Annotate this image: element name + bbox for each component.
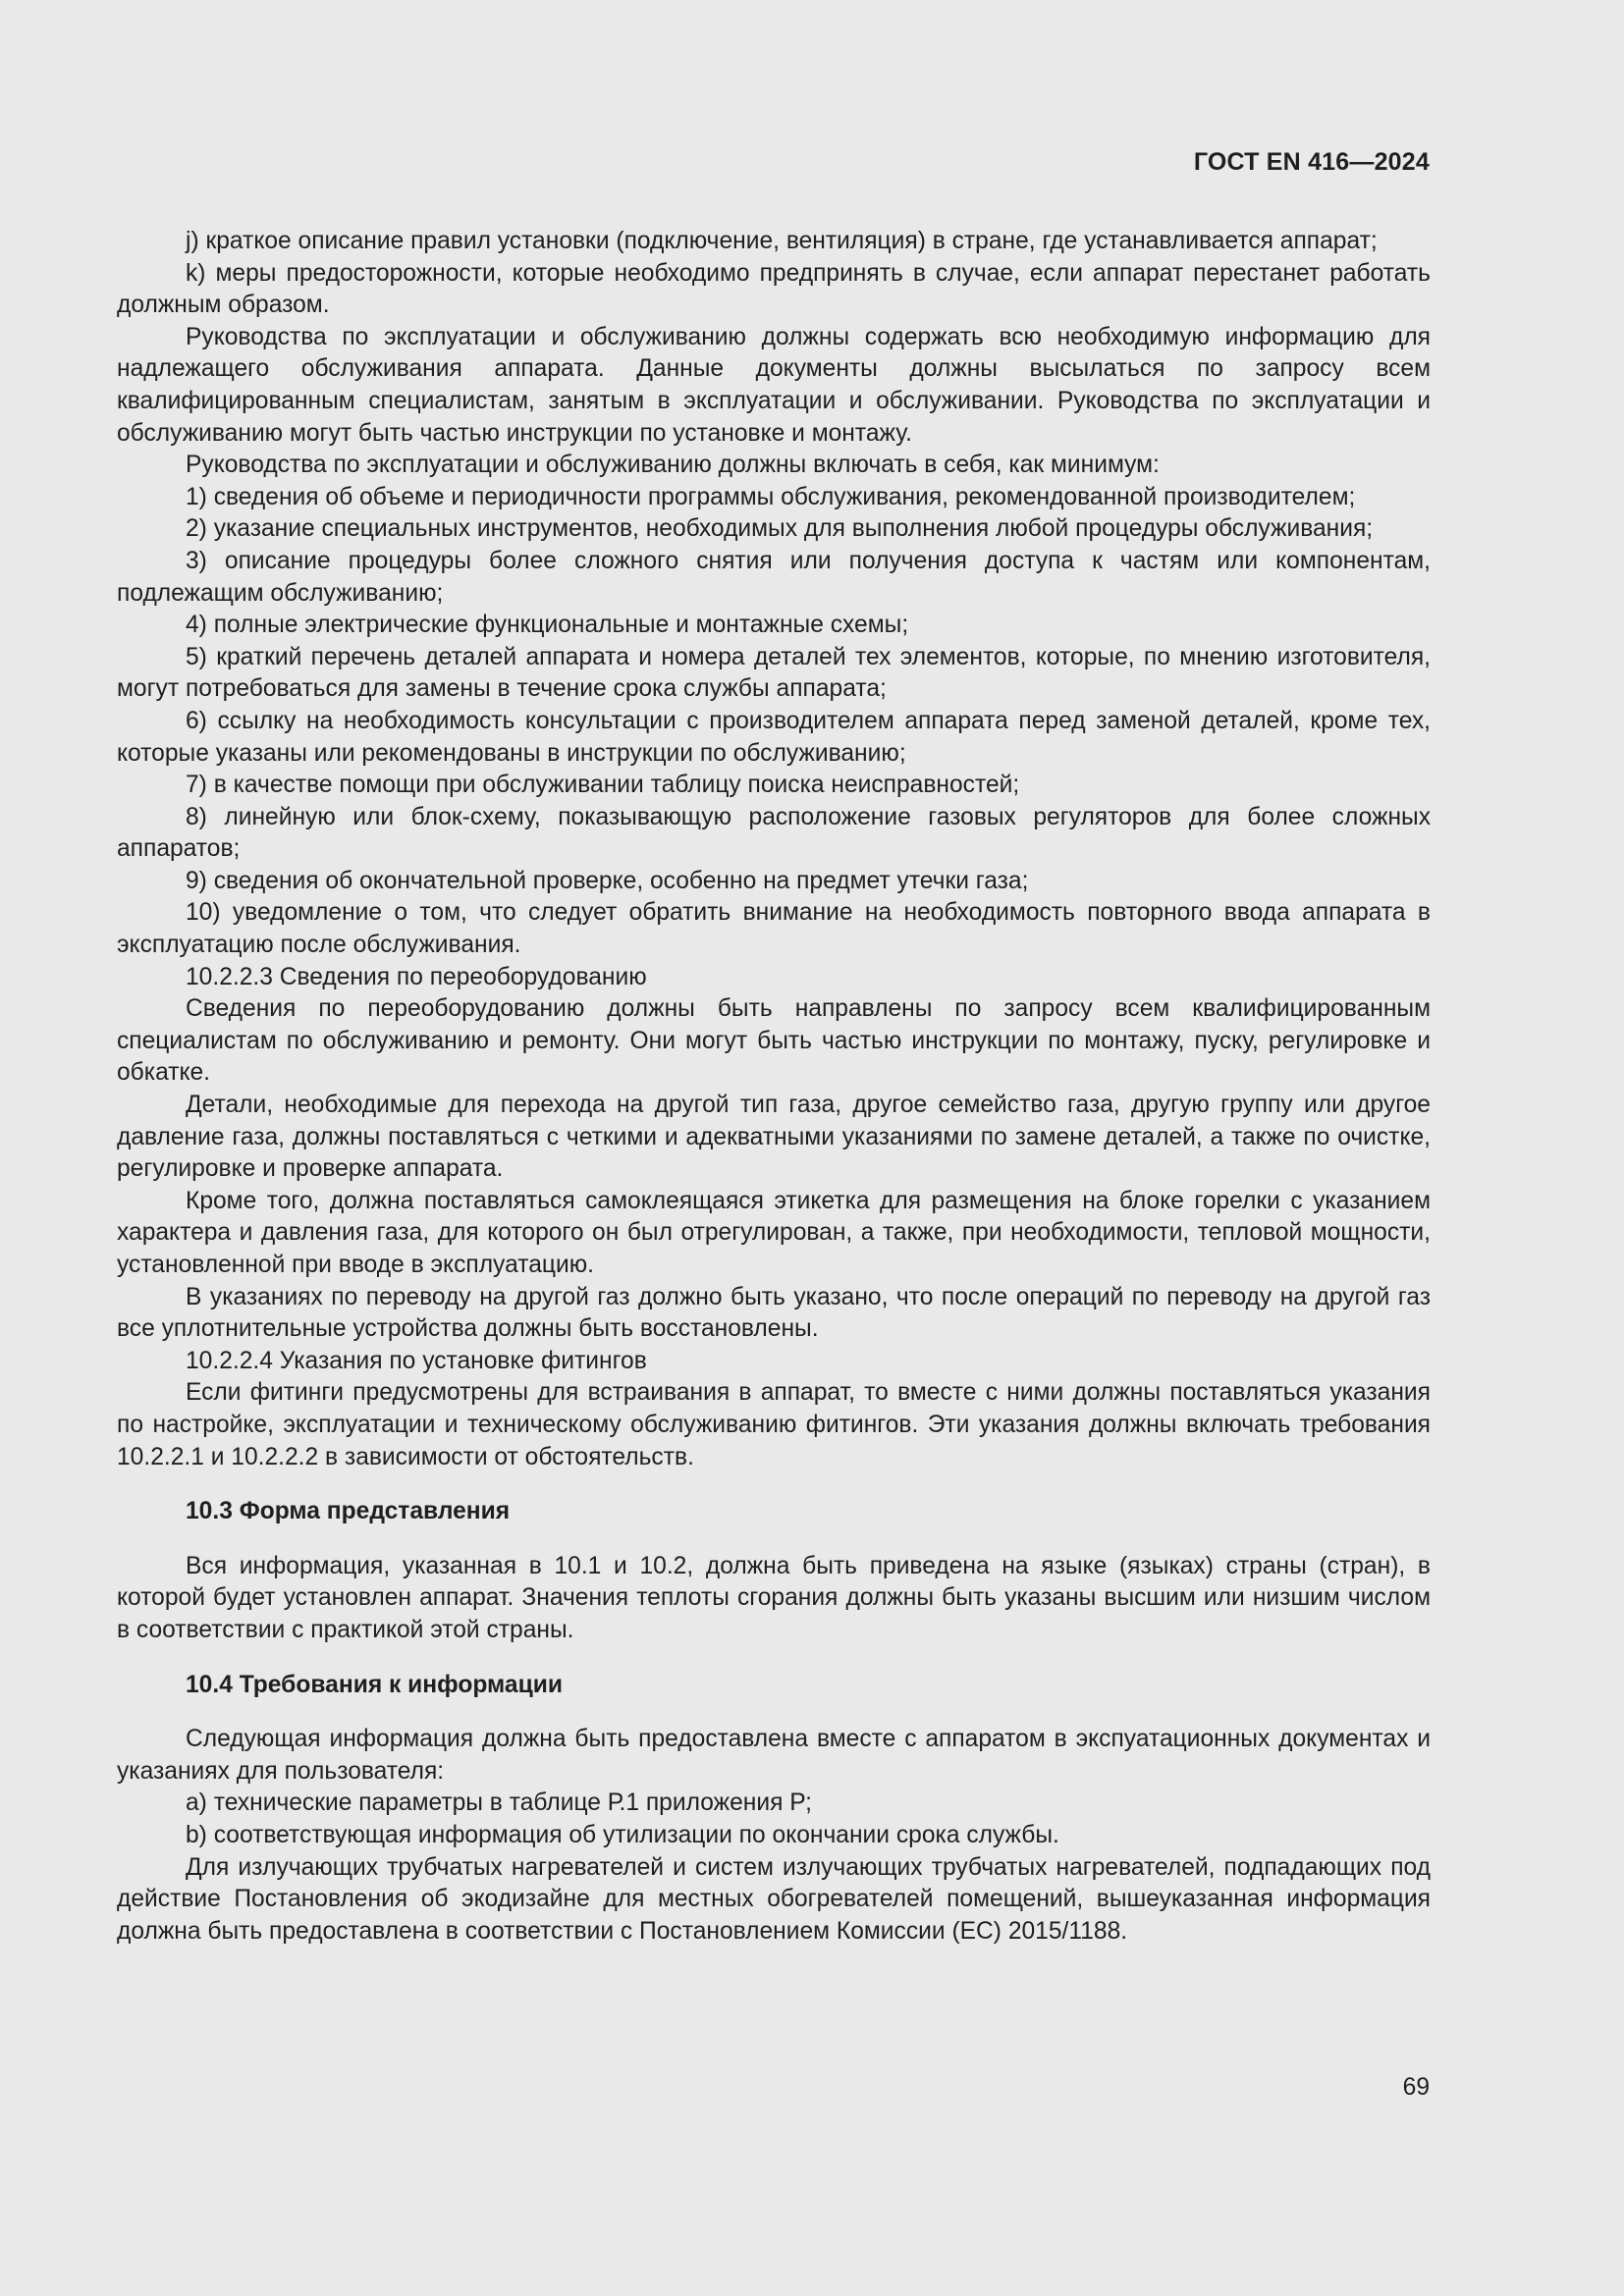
section-heading: 10.4 Требования к информации bbox=[186, 1671, 563, 1698]
paragraph: Для излучающих трубчатых нагревателей и систем излучающих трубчатых нагревателей, подпадающих под действие Постановления об экодизайне для местных обогревателей помещений, вышеуказанная информация должна быть предоставлена в соответствии с Постановлением Комиссии (ЕС) 2015/1188. bbox=[117, 1853, 1431, 1945]
paragraph: a) технические параметры в таблице Р.1 приложения Р; bbox=[186, 1789, 812, 1817]
paragraph: Сведения по переоборудованию должны быть направлены по запросу всем квалифицированным специалистам по обслуживанию и ремонту. Они могут быть частью инструкции по монтажу, пуску, регулировке и обкатке. bbox=[117, 995, 1431, 1087]
paragraph: b) соответствующая информация об утилизации по окончании срока службы. bbox=[186, 1821, 1059, 1848]
paragraph: 1) сведения об объеме и периодичности программы обслуживания, рекомендованной производителем; bbox=[186, 483, 1356, 510]
paragraph: 8) линейную или блок-схему, показывающую расположение газовых регуляторов для более сложных аппаратов; bbox=[117, 803, 1431, 863]
paragraph: Следующая информация должна быть предоставлена вместе с аппаратом в экспуатационных документах и указаниях для пользователя: bbox=[117, 1726, 1431, 1785]
paragraph: k) меры предосторожности, которые необходимо предпринять в случае, если аппарат перестанет работать должным образом. bbox=[117, 259, 1431, 319]
paragraph: j) краткое описание правил установки (подключение, вентиляция) в стране, где устанавливается аппарат; bbox=[186, 228, 1378, 254]
paragraph: Если фитинги предусмотрены для встраивания в аппарат, то вместе с ними должны поставляться указания по настройке, эксплуатации и техническому обслуживанию фитингов. Эти указания должны включать требования 10.2.2.1 и 10.2.2.2 в зависимости от обстоятельств. bbox=[117, 1379, 1431, 1470]
paragraph: 9) сведения об окончательной проверке, особенно на предмет утечки газа; bbox=[186, 867, 1029, 894]
paragraph: Кроме того, должна поставляться самоклеящаяся этикетка для размещения на блоке горелки с указанием характера и давления газа, для которого он был отрегулирован, а также, при необходимости, тепловой мощности, установленной при вводе в эксплуатацию. bbox=[117, 1187, 1431, 1278]
paragraph: 4) полные электрические функциональные и монтажные схемы; bbox=[186, 612, 909, 639]
document-body bbox=[117, 226, 1431, 1948]
paragraph: 3) описание процедуры более сложного снятия или получения доступа к частям или компонентам, подлежащим обслуживанию; bbox=[117, 547, 1431, 607]
paragraph: 6) ссылку на необходимость консультации с производителем аппарата перед заменой деталей, кроме тех, которые указаны или рекомендованы в инструкции по обслуживанию; bbox=[117, 707, 1431, 767]
document-header-title: ГОСТ EN 416—2024 bbox=[1193, 148, 1430, 176]
paragraph: 7) в качестве помощи при обслуживании таблицу поиска неисправностей; bbox=[186, 772, 1020, 799]
paragraph: Детали, необходимые для перехода на другой тип газа, другое семейство газа, другую группу или другое давление газа, должны поставляться с четкими и адекватными указаниями по замене деталей, а также по очистке, регулировке и проверке аппарата. bbox=[117, 1092, 1431, 1183]
section-heading: 10.3 Форма представления bbox=[186, 1498, 511, 1525]
paragraph: 5) краткий перечень деталей аппарата и номера деталей тех элементов, которые, по мнению изготовителя, могут потребоваться для замены в течение срока службы аппарата; bbox=[117, 643, 1431, 703]
paragraph: Руководства по эксплуатации и обслуживанию должны содержать всю необходимую информацию для надлежащего обслуживания аппарата. Данные документы должны высылаться по запросу всем квалифицированным специалистам, занятым в эксплуатации и обслуживании. Руководства по эксплуатации и обслуживанию могут быть частью инструкции по установке и монтажу. bbox=[117, 323, 1431, 447]
page-number: 69 bbox=[1402, 2074, 1430, 2101]
paragraph: 10) уведомление о том, что следует обратить внимание на необходимость повторного ввода аппарата в эксплуатацию после обслуживания. bbox=[117, 899, 1431, 959]
paragraph: 10.2.2.3 Сведения по переоборудованию bbox=[186, 963, 647, 990]
paragraph: Вся информация, указанная в 10.1 и 10.2, должна быть приведена на языке (языках) страны (стран), в которой будет установлен аппарат. Значения теплоты сгорания должны быть указаны высшим или низшим числом в соответствии с практикой этой страны. bbox=[117, 1552, 1431, 1643]
paragraph: Руководства по эксплуатации и обслуживанию должны включать в себя, как минимум: bbox=[186, 452, 1160, 479]
paragraph: 10.2.2.4 Указания по установке фитингов bbox=[186, 1347, 647, 1374]
paragraph: 2) указание специальных инструментов, необходимых для выполнения любой процедуры обслуживания; bbox=[186, 515, 1374, 543]
paragraph: В указаниях по переводу на другой газ должно быть указано, что после операций по переводу на другой газ все уплотнительные устройства должны быть восстановлены. bbox=[117, 1283, 1431, 1343]
